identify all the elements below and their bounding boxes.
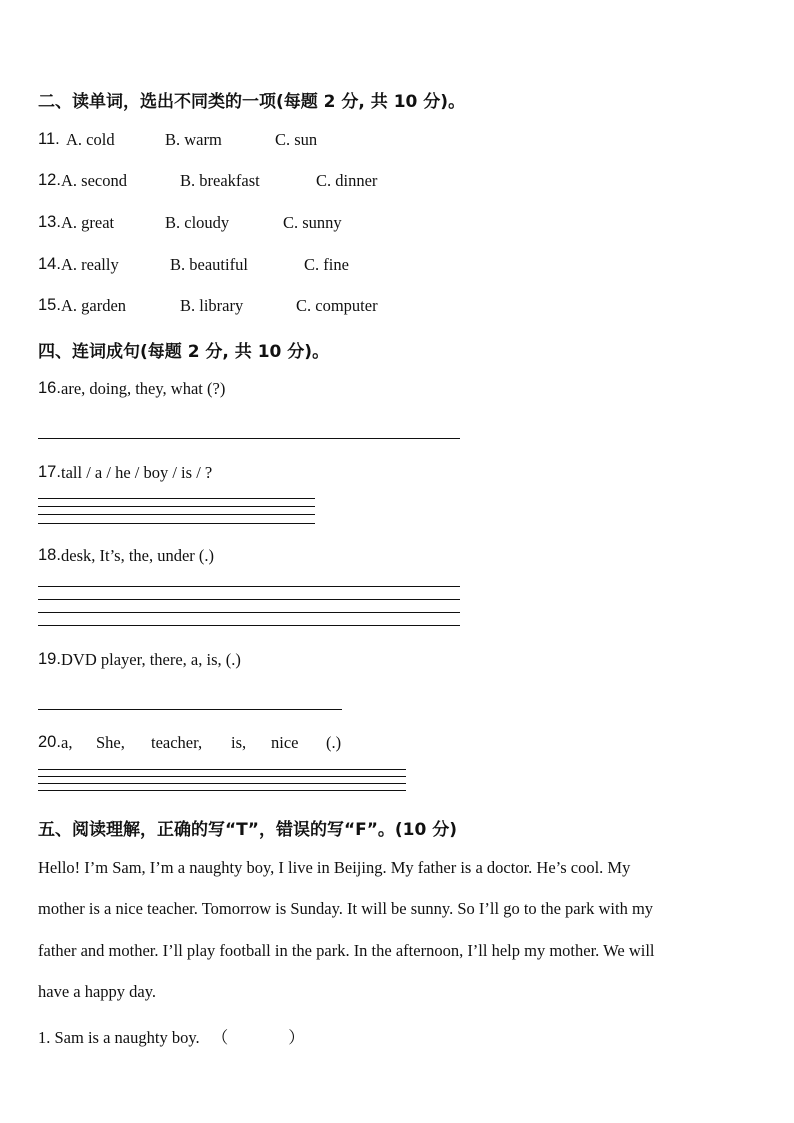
question-text: 1. Sam is a naughty boy. — [38, 1028, 200, 1047]
passage-line: mother is a nice teacher. Tomorrow is Sunday. It will be sunny. So I’ll go to the park with my — [38, 899, 654, 918]
section-5-heading: 五、阅读理解，正确的写“T”，错误的写“F”。(10 分) — [38, 820, 458, 840]
option-b: B. breakfast — [180, 171, 260, 190]
answer-line — [38, 790, 406, 791]
question-number: 14. — [38, 255, 61, 273]
answer-line — [38, 783, 406, 784]
passage-line: have a happy day. — [38, 982, 157, 1001]
option-b: B. library — [180, 296, 244, 315]
word-prompt: She, — [96, 733, 125, 752]
passage-line: Hello! I’m Sam, I’m a naughty boy, I live in Beijing. My father is a doctor. He’s cool. My — [38, 858, 631, 877]
option-c: C. fine — [304, 255, 349, 274]
option-c: C. sunny — [283, 213, 342, 232]
option-b: B. beautiful — [170, 255, 248, 274]
answer-line — [38, 523, 315, 524]
answer-line — [38, 625, 460, 626]
answer-line[interactable] — [38, 438, 460, 439]
word-prompt: nice — [271, 733, 299, 752]
question-number: 20. — [38, 733, 61, 751]
option-a: A. second — [61, 171, 127, 190]
section-2-heading: 二、读单词，选出不同类的一项(每题 2 分, 共 10 分)。 — [38, 92, 466, 112]
answer-line — [38, 769, 406, 770]
question-number: 16. — [38, 379, 61, 397]
word-prompt: desk, It’s, the, under (.) — [61, 546, 215, 565]
word-prompt: tall / a / he / boy / is / ? — [61, 463, 213, 482]
answer-line[interactable] — [38, 709, 342, 710]
option-b: B. cloudy — [165, 213, 230, 232]
option-a: A. really — [61, 255, 119, 274]
option-b: B. warm — [165, 130, 222, 149]
word-prompt: (.) — [326, 733, 342, 752]
answer-line — [38, 514, 315, 515]
word-prompt: teacher, — [151, 733, 203, 752]
word-prompt: are, doing, they, what (?) — [61, 379, 226, 398]
option-c: C. computer — [296, 296, 378, 315]
question-number: 19. — [38, 650, 61, 668]
option-a: A. cold — [66, 130, 115, 149]
word-prompt: DVD player, there, a, is, (.) — [61, 650, 241, 669]
option-a: A. great — [61, 213, 115, 232]
option-c: C. dinner — [316, 171, 378, 190]
answer-line — [38, 776, 406, 777]
answer-line — [38, 506, 315, 507]
word-prompt: a, — [61, 733, 73, 752]
word-prompt: is, — [231, 733, 247, 752]
option-c: C. sun — [275, 130, 318, 149]
passage-line: father and mother. I’ll play football in the park. In the afternoon, I’ll help my mother. We will — [38, 941, 655, 960]
question-number: 18. — [38, 546, 61, 564]
answer-line — [38, 498, 315, 499]
reading-question-1 — [38, 1024, 305, 1048]
answer-paren-close: ） — [288, 1028, 305, 1047]
section-4-heading: 四、连词成句(每题 2 分, 共 10 分)。 — [38, 342, 330, 362]
answer-line — [38, 586, 460, 587]
answer-paren-open: （ — [211, 1028, 229, 1047]
answer-line — [38, 599, 460, 600]
question-number: 12. — [38, 171, 61, 189]
question-number: 11. — [38, 130, 60, 148]
answer-line — [38, 612, 460, 613]
question-number: 13. — [38, 213, 61, 231]
question-number: 15. — [38, 296, 61, 314]
question-number: 17. — [38, 463, 61, 481]
option-a: A. garden — [61, 296, 127, 315]
